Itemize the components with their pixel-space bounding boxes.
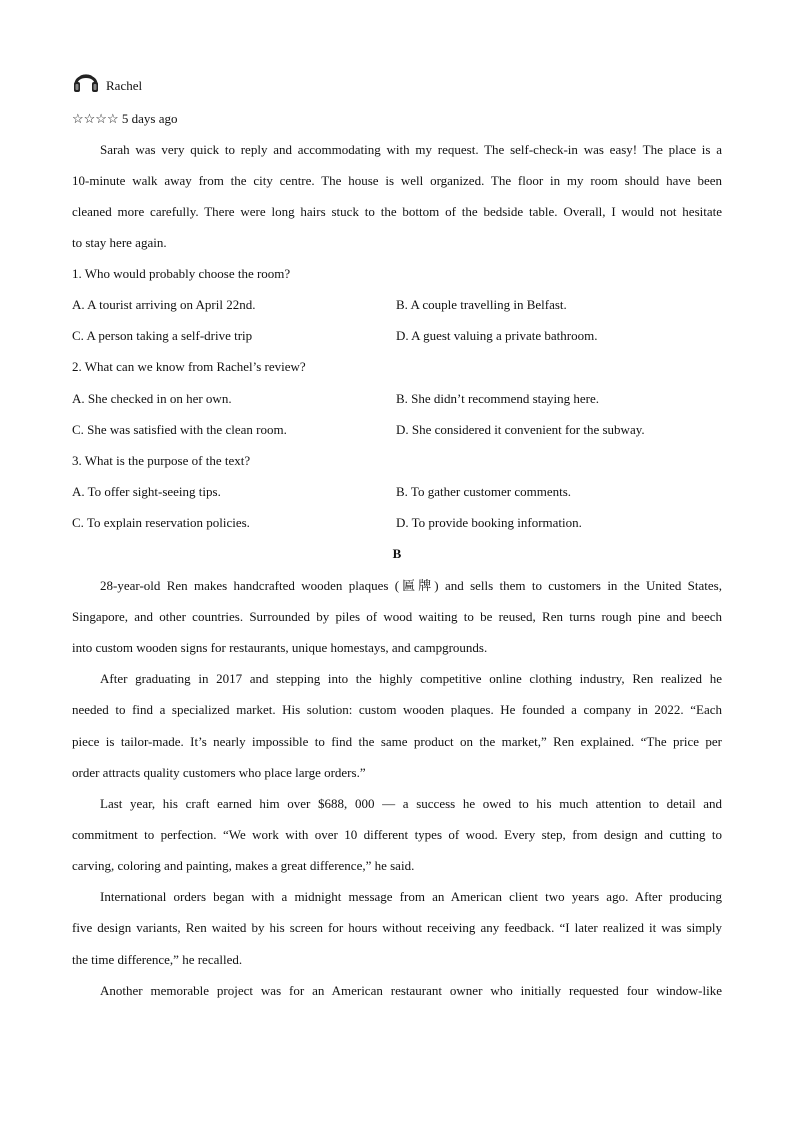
review-line: 10-minute walk away from the city centre. The house is well organized. The floor in my room should have been <box>72 173 722 188</box>
passage-line: Singapore, and other countries. Surrounded by piles of wood waiting to be reused, Ren turns rough pine and beech <box>72 609 722 624</box>
question-2-option-a: A. She checked in on her own. <box>72 391 232 406</box>
review-line: Sarah was very quick to reply and accommodating with my request. The self-check-in was easy! The place is a <box>100 142 722 157</box>
question-1-option-c: C. A person taking a self-drive trip <box>72 328 253 343</box>
question-3-stem: 3. What is the purpose of the text? <box>72 453 251 468</box>
passage-line: Last year, his craft earned him over $688, 000 — a success he owed to his much attention to detail and <box>100 796 722 811</box>
question-3-option-b: B. To gather customer comments. <box>396 484 572 499</box>
question-2-option-d: D. She considered it convenient for the subway. <box>396 422 645 437</box>
passage-line: order attracts quality customers who place large orders.” <box>72 765 366 780</box>
review-line: to stay here again. <box>72 235 167 250</box>
passage-line: five design variants, Ren waited by his screen for hours without receiving any feedback. “I later realized it was simply <box>72 920 722 935</box>
question-3-option-a: A. To offer sight-seeing tips. <box>72 484 221 499</box>
question-2-option-b: B. She didn’t recommend staying here. <box>396 391 600 406</box>
question-3-option-d: D. To provide booking information. <box>396 515 582 530</box>
question-3-option-c: C. To explain reservation policies. <box>72 515 250 530</box>
reviewer-name: Rachel <box>106 78 143 93</box>
passage-line: into custom wooden signs for restaurants, unique homestays, and campgrounds. <box>72 640 488 655</box>
question-1-option-d: D. A guest valuing a private bathroom. <box>396 328 598 343</box>
question-1-option-a: A. A tourist arriving on April 22nd. <box>72 297 256 312</box>
section-b-heading: B <box>392 546 402 561</box>
question-1-option-b: B. A couple travelling in Belfast. <box>396 297 567 312</box>
headphones-avatar-icon <box>72 68 100 94</box>
review-line: cleaned more carefully. There were long hairs stuck to the bottom of the bedside table. Overall, I would not hesitate <box>72 204 722 219</box>
passage-line: 28-year-old Ren makes handcrafted wooden plaques (匾牌) and sells them to customers in the United States, <box>100 578 722 593</box>
rating-and-date: ☆☆☆☆ 5 days ago <box>72 111 178 126</box>
passage-line: carving, coloring and painting, makes a great difference,” he said. <box>72 858 415 873</box>
passage-line: International orders began with a midnight message from an American client two years ago. After producing <box>100 889 722 904</box>
passage-line: needed to find a specialized market. His solution: custom wooden plaques. He founded a company in 2022. “Each <box>72 702 722 717</box>
passage-line: After graduating in 2017 and stepping into the highly competitive online clothing industry, Ren realized he <box>100 671 722 686</box>
passage-line: the time difference,” he recalled. <box>72 952 243 967</box>
passage-line: Another memorable project was for an American restaurant owner who initially requested four window-like <box>100 983 722 998</box>
passage-line: piece is tailor-made. It’s nearly impossible to find the same product on the market,” Ren explained. “The price per <box>72 734 722 749</box>
question-2-stem: 2. What can we know from Rachel’s review? <box>72 359 306 374</box>
question-1-stem: 1. Who would probably choose the room? <box>72 266 291 281</box>
reviewer-header <box>72 68 142 94</box>
question-2-option-c: C. She was satisfied with the clean room. <box>72 422 287 437</box>
passage-line: commitment to perfection. “We work with over 10 different types of wood. Every step, from design and cutting to <box>72 827 722 842</box>
